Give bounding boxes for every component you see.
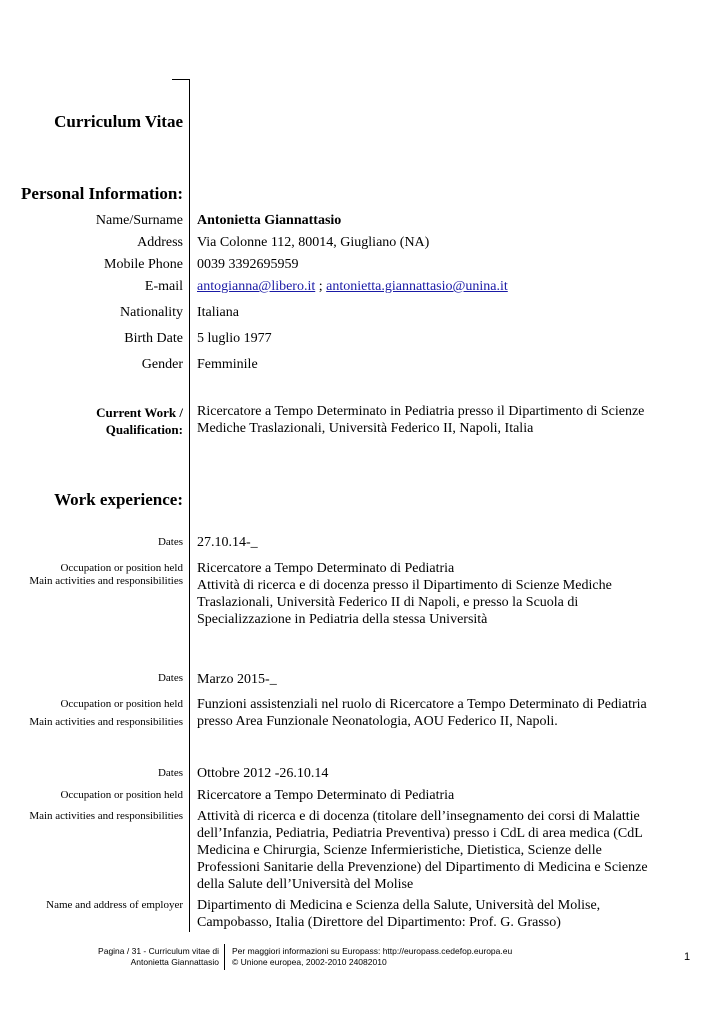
entry3-occupation-label: Occupation or position held: [60, 789, 183, 801]
entry3-activity-line: della Salute dell’Università del Molise: [197, 877, 414, 892]
column-divider: [189, 79, 190, 932]
entry3-activities-label: Main activities and responsibilities: [29, 810, 183, 822]
footer-right: [232, 946, 512, 968]
footer-left-line-2: Antonietta Giannattasio: [130, 957, 219, 967]
entry2-occupation-label: Occupation or position held: [60, 698, 183, 710]
entry2-dates-label: Dates: [157, 672, 183, 684]
entry3-activity-line: Professioni Sanitarie della Prevenzione) del Dipartimento di Medicina e Scienze: [197, 860, 648, 875]
entry3-employer-line: Dipartimento di Medicina e Scienza della Salute, Università del Molise,: [197, 898, 601, 913]
footer-divider: [224, 944, 225, 970]
nationality-value: Italiana: [197, 305, 239, 320]
entry1-line: Traslazionali, Università Federico II di Napoli, e presso la Scuola di: [197, 595, 579, 610]
current-work-label: Current Work /: [96, 405, 183, 420]
entry3-dates-label: Dates: [157, 767, 183, 779]
entry3-activity-line: Medicina e Chirurgia, Scienze Infermieristiche, Dietistica, Scienze delle: [197, 843, 602, 858]
entry3-employer-label: Name and address of employer: [46, 899, 183, 911]
email-link-2[interactable]: antonietta.giannattasio@unina.it: [326, 279, 508, 294]
entry3-activity-line: Attività di ricerca e di docenza (titolare dell’insegnamento dei corsi di Malattie: [197, 809, 640, 824]
gender-value: Femminile: [197, 357, 258, 372]
current-work-line-2: Mediche Traslazionali, Università Federico II, Napoli, Italia: [197, 421, 534, 436]
footer-left-line-1: Pagina / 31 - Curriculum vitae di: [98, 946, 219, 956]
entry2-activities-label: Main activities and responsibilities: [29, 716, 183, 728]
page-title: Curriculum Vitae: [54, 112, 183, 131]
address-label: Address: [137, 235, 183, 250]
current-work-line-1: Ricercatore a Tempo Determinato in Pediatria presso il Dipartimento di Scienze: [197, 404, 645, 419]
email-link-1[interactable]: antogianna@libero.it: [197, 279, 316, 294]
qualification-label: Qualification:: [105, 422, 183, 437]
entry3-occupation-value: Ricercatore a Tempo Determinato di Pediatria: [197, 788, 455, 803]
personal-information-heading: Personal Information:: [21, 184, 183, 203]
entry3-employer-line: Campobasso, Italia (Direttore del Dipartimento: Prof. G. Grasso): [197, 915, 561, 930]
footer-left: [98, 946, 219, 968]
birth-date-value: 5 luglio 1977: [197, 331, 272, 346]
entry1-line: Ricercatore a Tempo Determinato di Pediatria: [197, 561, 455, 576]
entry1-activities-label: Main activities and responsibilities: [29, 575, 183, 587]
entry1-line: Specializzazione in Pediatria della stessa Università: [197, 612, 488, 627]
email-label: E-mail: [144, 279, 183, 294]
gender-label: Gender: [141, 357, 183, 372]
nationality-label: Nationality: [120, 305, 183, 320]
name-value: Antonietta Giannattasio: [197, 213, 342, 228]
phone-label: Mobile Phone: [104, 257, 183, 272]
entry1-dates-value: 27.10.14-_: [197, 535, 258, 550]
name-label: Name/Surname: [95, 213, 183, 228]
entry2-line: presso Area Funzionale Neonatologia, AOU Federico II, Napoli.: [197, 714, 558, 729]
footer-right-line-2: © Unione europea, 2002-2010 24082010: [232, 957, 387, 967]
email-separator: ;: [315, 279, 327, 294]
footer-right-line-1: Per maggiori informazioni su Europass: http://europass.cedefop.europa.eu: [232, 946, 513, 956]
entry3-activity-line: dell’Infanzia, Pediatria, Pediatria Preventiva) presso i CdL di area medica (CdL: [197, 826, 643, 841]
entry2-line: Funzioni assistenziali nel ruolo di Ricercatore a Tempo Determinato di Pediatria: [197, 697, 647, 712]
email-value: [197, 279, 508, 295]
page-number: 1: [684, 951, 691, 963]
address-value: Via Colonne 112, 80014, Giugliano (NA): [197, 235, 430, 250]
header-rule: [172, 79, 190, 80]
entry1-dates-label: Dates: [157, 536, 183, 548]
entry1-occupation-label: Occupation or position held: [60, 562, 183, 574]
work-experience-heading: Work experience:: [54, 490, 183, 509]
phone-value: 0039 3392695959: [197, 257, 299, 272]
entry2-dates-value: Marzo 2015-_: [197, 672, 277, 687]
entry3-dates-value: Ottobre 2012 -26.10.14: [197, 766, 329, 781]
birth-date-label: Birth Date: [124, 331, 183, 346]
entry1-line: Attività di ricerca e di docenza presso il Dipartimento di Scienze Mediche: [197, 578, 612, 593]
